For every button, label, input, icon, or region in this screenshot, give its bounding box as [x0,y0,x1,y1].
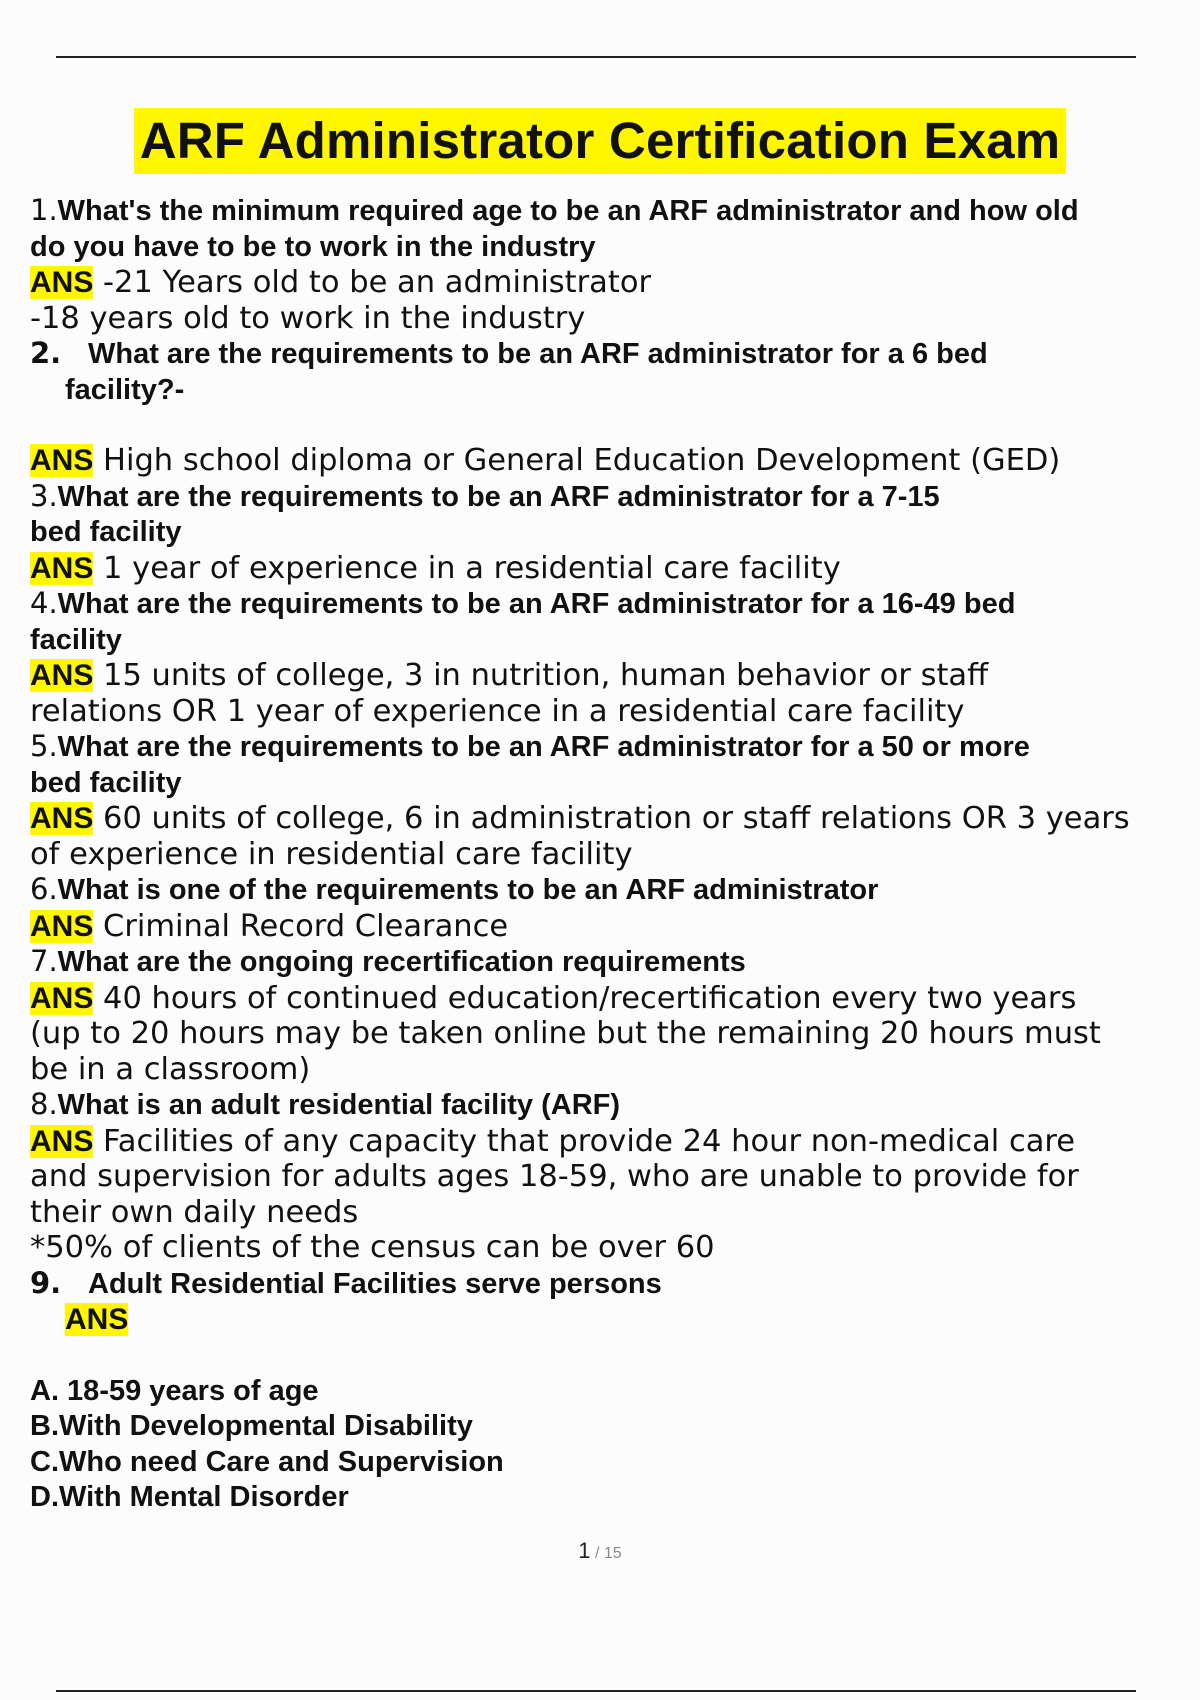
top-rule [56,56,1136,58]
current-page: 1 [578,1538,591,1563]
question-5-cont: bed facility [30,766,182,799]
question-2-cont: facility?- [65,373,185,406]
question-number: 1. [30,193,58,227]
title-wrap [0,108,1200,174]
question-1 [30,193,1190,230]
total-pages: / 15 [590,1545,622,1562]
page-title: ARF Administrator Certification Exam [134,108,1067,174]
bottom-rule [56,1690,1136,1692]
answer-8-cont: and supervision for adults ages 18-59, who are unable to provide for [30,1159,1079,1194]
option-text: Who need Care and Supervision [59,1445,504,1478]
option-c [30,1445,1190,1481]
question-number: 4. [30,586,58,620]
question-text: What is one of the requirements to be an ARF administrator [57,874,879,906]
answer-8-cont: their own daily needs [30,1194,359,1230]
answer-3 [30,551,1190,587]
question-text: Adult Residential Facilities serve persons [88,1267,662,1300]
answer-8 [30,1124,1190,1160]
answer-9 [30,1302,1190,1339]
option-letter: B. [30,1410,59,1442]
question-7 [30,944,1190,981]
question-text: What are the ongoing recertification requirements [57,946,746,978]
question-number: 5. [30,729,58,763]
question-text: What are the requirements to be an ARF administrator for a 6 bed [88,338,988,370]
document-body [30,193,1190,1516]
option-text: 18-59 years of age [59,1374,319,1407]
answer-2 [30,443,1190,479]
ans-label: ANS [30,981,94,1015]
question-number: 2. [30,336,62,370]
answer-1-cont: -18 years old to work in the industry [30,300,586,336]
answer-text: Criminal Record Clearance [93,908,509,944]
question-text: What are the requirements to be an ARF administrator for a 7-15 [57,480,940,513]
question-4 [30,586,1190,623]
ans-label: ANS [65,1303,129,1336]
answer-8-note: *50% of clients of the census can be over 60 [30,1230,715,1265]
question-8 [30,1087,1190,1124]
ans-label: ANS [30,1124,94,1158]
question-5 [30,729,1190,766]
option-d [30,1480,1190,1516]
answer-5-cont: of experience in residential care facility [30,836,633,872]
question-number: 7. [30,944,58,978]
option-letter: A. [30,1374,59,1407]
question-number: 8. [30,1087,58,1121]
answer-7-cont: be in a classroom) [30,1051,311,1087]
ans-label: ANS [30,659,94,692]
ans-label: ANS [30,266,94,299]
ans-label: ANS [30,909,94,943]
option-letter: D. [30,1481,59,1513]
answer-6 [30,909,1190,945]
answer-4 [30,658,1190,694]
question-text: What are the requirements to be an ARF administrator for a 16-49 bed [57,588,1016,620]
answer-text: 60 units of college, 6 in administration or staff relations OR 3 years [93,801,1130,836]
ans-label: ANS [30,551,94,585]
question-6 [30,872,1190,909]
answer-text: Facilities of any capacity that provide 24 hour non-medical care [93,1123,1076,1159]
option-letter: C. [30,1445,59,1478]
question-1-cont: do you have to be to work in the industry [30,230,596,263]
answer-text: -21 Years old to be an administrator [93,265,652,300]
question-9 [30,1266,1190,1303]
ans-label: ANS [30,444,94,477]
question-number: 9. [30,1265,62,1300]
question-4-cont: facility [30,623,122,656]
spacer [30,408,1190,443]
option-b [30,1409,1190,1445]
answer-text: 40 hours of continued education/recertification every two years [93,980,1077,1016]
question-3-cont: bed facility [30,516,182,548]
question-3 [30,479,1190,516]
question-2 [30,336,1190,373]
answer-text: 1 year of experience in a residential care facility [93,550,841,586]
question-number: 6. [30,872,58,906]
answer-4-cont: relations OR 1 year of experience in a residential care facility [30,693,965,729]
ans-label: ANS [30,802,94,835]
question-text: What is an adult residential facility (ARF) [57,1089,621,1121]
answer-7 [30,981,1190,1017]
answer-text: High school diploma or General Education Development (GED) [93,443,1061,478]
option-text: With Developmental Disability [59,1410,473,1442]
option-text: With Mental Disorder [59,1481,349,1513]
question-number: 3. [30,478,58,513]
answer-5 [30,801,1190,837]
question-text: What's the minimum required age to be an ARF administrator and how old [57,195,1079,227]
question-text: What are the requirements to be an ARF administrator for a 50 or more [57,731,1030,763]
spacer [30,1339,1190,1374]
page-indicator [0,1538,1200,1564]
answer-7-cont: (up to 20 hours may be taken online but the remaining 20 hours must [30,1016,1101,1051]
answer-1 [30,265,1190,301]
option-a [30,1374,1190,1410]
answer-text: 15 units of college, 3 in nutrition, human behavior or staff [93,658,989,693]
